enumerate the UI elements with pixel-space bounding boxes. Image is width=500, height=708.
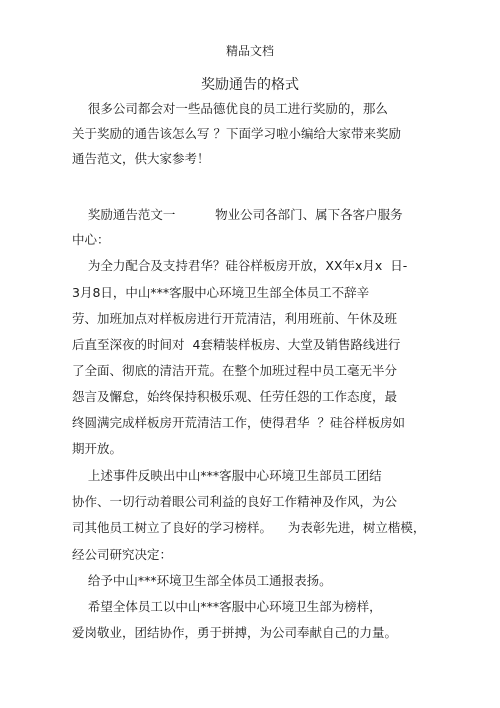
body-line: 了全面、彻底的清洁开荒。在整个加班过程中员工毫无半分	[72, 363, 398, 378]
body-line: 中心：	[72, 232, 110, 247]
body-line: 经公司研究决定：	[72, 547, 173, 562]
body-line: 终圆满完成样板房开荒清洁工作，使得君华 ？硅谷样板房如	[72, 415, 405, 430]
body-line: 上述事件反映出中山***客服中心环境卫生部员工团结	[72, 468, 382, 483]
body-line: 劳、加班加点对样板房进行开荒清洁，利用班前、午休及班	[72, 311, 398, 326]
body-line: 关于奖励的通告该怎么写 ？下面学习啦小编给大家带来奖励	[72, 126, 401, 141]
body-line: 后直至深夜的时间对 4套精装样板房、大堂及销售路线进行	[72, 337, 401, 352]
body-line: 期开放。	[72, 441, 123, 456]
body-line: 3月8日，中山***客服中心环境卫生部全体员工不辞辛	[72, 285, 370, 300]
body-line: 通告范文，供大家参考！	[72, 151, 210, 166]
body-line: 很多公司都会对一些品德优良的员工进行奖励的，那么	[72, 101, 388, 116]
body-line: 协作、一切行动着眼公司利益的良好工作精神及作风，为公	[72, 494, 398, 509]
body-line: 奖励通告范文一 物业公司各部门、属下各客户服务	[72, 207, 403, 222]
body-line: 希望全体员工以中山***客服中心环境卫生部为榜样，	[72, 599, 382, 614]
body-line: 为全力配合及支持君华？硅谷样板房开放，XX年x月x 日-	[72, 258, 408, 273]
body-line: 怨言及懈怠，始终保持积极乐观、任劳任怨的工作态度，最	[72, 389, 398, 404]
body-line: 司其他员工树立了良好的学习榜样。 为表彰先进，树立楷模，	[72, 520, 426, 535]
body-line: 爱岗敬业，团结协作，勇于拼搏，为公司奉献自己的力量。	[72, 625, 398, 640]
body-line: 给予中山***环境卫生部全体员工通报表扬。	[72, 573, 332, 588]
page-header: 精品文档	[225, 44, 274, 58]
document-title: 奖励通告的格式	[201, 77, 299, 93]
